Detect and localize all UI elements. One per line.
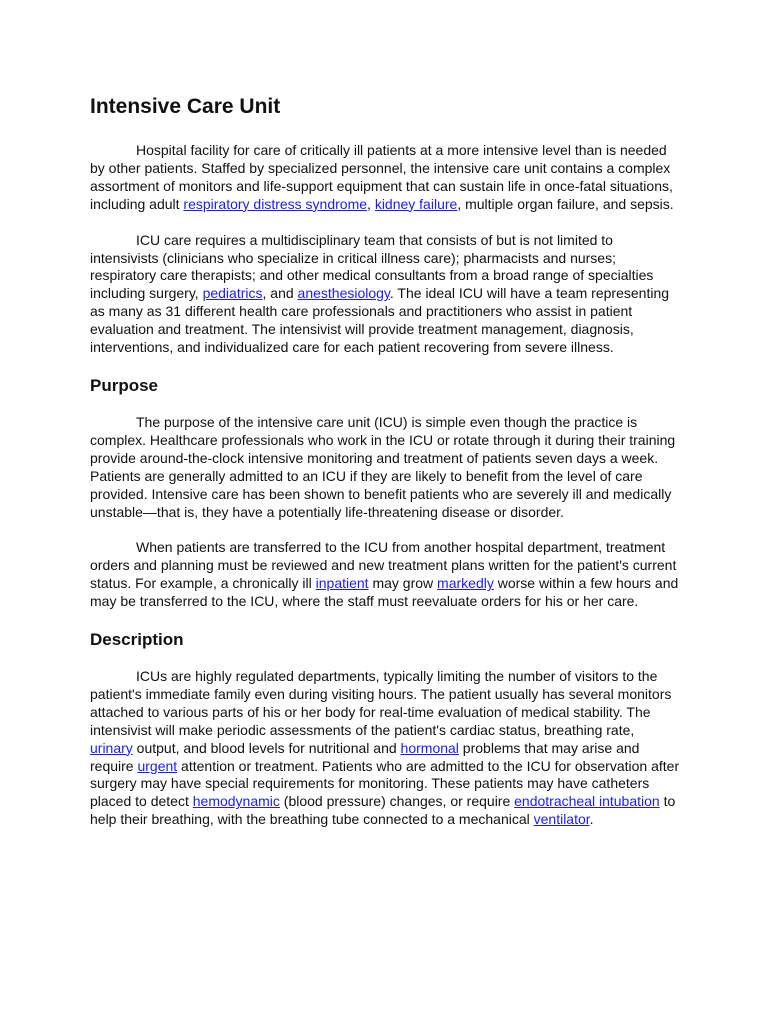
text-run: ICUs are highly regulated departments, typically limiting the number of visitors to the patient's immediate family even during visiting hours. The patient usually has several monitors attached to various parts of his or her body for real-time evaluation of medical stability. The intensivist will make periodic assessments of the patient's cardiac status, breathing rate, [90, 668, 672, 738]
purpose-paragraph-2 [90, 539, 680, 611]
intro-paragraph-2 [90, 232, 680, 357]
intro-paragraph-1 [90, 142, 680, 214]
link-hemodynamic[interactable]: hemodynamic [192, 793, 280, 810]
text-run: , multiple organ failure, and sepsis. [457, 195, 674, 212]
link-hormonal[interactable]: hormonal [400, 739, 459, 756]
text-run: . [589, 811, 594, 828]
link-urinary[interactable]: urinary [90, 739, 133, 756]
text-run: , and [262, 285, 298, 302]
page-title: Intensive Care Unit [90, 95, 281, 118]
text-run: problems that may arise and require [90, 739, 640, 774]
text-run: , [367, 195, 375, 212]
text-run: (blood pressure) changes, or require [279, 793, 515, 810]
description-heading: Description [90, 630, 184, 650]
text-run: may grow [368, 575, 438, 592]
text-run: ICU care requires a multidisciplinary team that consists of but is not limited to intensivists (clinicians who specialize in critical illness care); pharmacists and nurses; respiratory care therapists; and other medical consultants from a broad range of specialties including surgery, [90, 231, 654, 302]
document-page [90, 92, 680, 847]
text-run: worse within a few hours and may be transferred to the ICU, where the staff must reevaluate orders for his or her care. [90, 575, 679, 610]
text-run: Hospital facility for care of critically ill patients at a more intensive level than is needed by other patients. Staffed by specialized personnel, the intensive care unit contains a complex assortment of monitors and life-support equipment that can sustain life in once-fatal situations, including adult [90, 142, 673, 212]
text-run: . The ideal ICU will have a team representing as many as 31 different health care professionals and practitioners who assist in patient evaluation and treatment. The intensivist will provide treatment management, diagnosis, interventions, and individualized care for each patient recovering from severe illness. [90, 285, 670, 356]
link-respiratory-distress-syndrome[interactable]: respiratory distress syndrome [183, 195, 368, 212]
text-run: to help their breathing, with the breathing tube connected to a mechanical [90, 793, 676, 828]
text-run: When patients are transferred to the ICU from another hospital department, treatment orders and planning must be reviewed and new treatment plans written for the patient's current status. For example, a chronically ill [90, 539, 677, 592]
link-pediatrics[interactable]: pediatrics [202, 285, 263, 302]
purpose-heading: Purpose [90, 375, 159, 395]
link-urgent[interactable]: urgent [137, 757, 178, 774]
link-anesthesiology[interactable]: anesthesiology [297, 285, 390, 302]
link-endotracheal-intubation[interactable]: endotracheal intubation [514, 793, 660, 810]
link-markedly[interactable]: markedly [437, 575, 494, 592]
link-inpatient[interactable]: inpatient [315, 575, 369, 592]
link-kidney-failure[interactable]: kidney failure [374, 195, 458, 212]
text-run: attention or treatment. Patients who are admitted to the ICU for observation after surgery may have special requirements for monitoring. These patients may have catheters placed to detect [90, 757, 680, 810]
description-paragraph-1 [90, 668, 680, 829]
text-run: output, and blood levels for nutritional and [132, 739, 401, 756]
link-ventilator[interactable]: ventilator [533, 811, 590, 828]
purpose-paragraph-1: The purpose of the intensive care unit (ICU) is simple even though the practice is complex. Healthcare professionals who work in the ICU or rotate through it during their training provide around-the-clock intensive monitoring and treatment of patients seven days a week. Patients are generally admitted to an ICU if they are likely to benefit from the level of care provided. Intensive care has been shown to benefit patients who are severely ill and medically unstable—that is, they have a potentially life-threatening disease or disorder. [90, 413, 676, 520]
